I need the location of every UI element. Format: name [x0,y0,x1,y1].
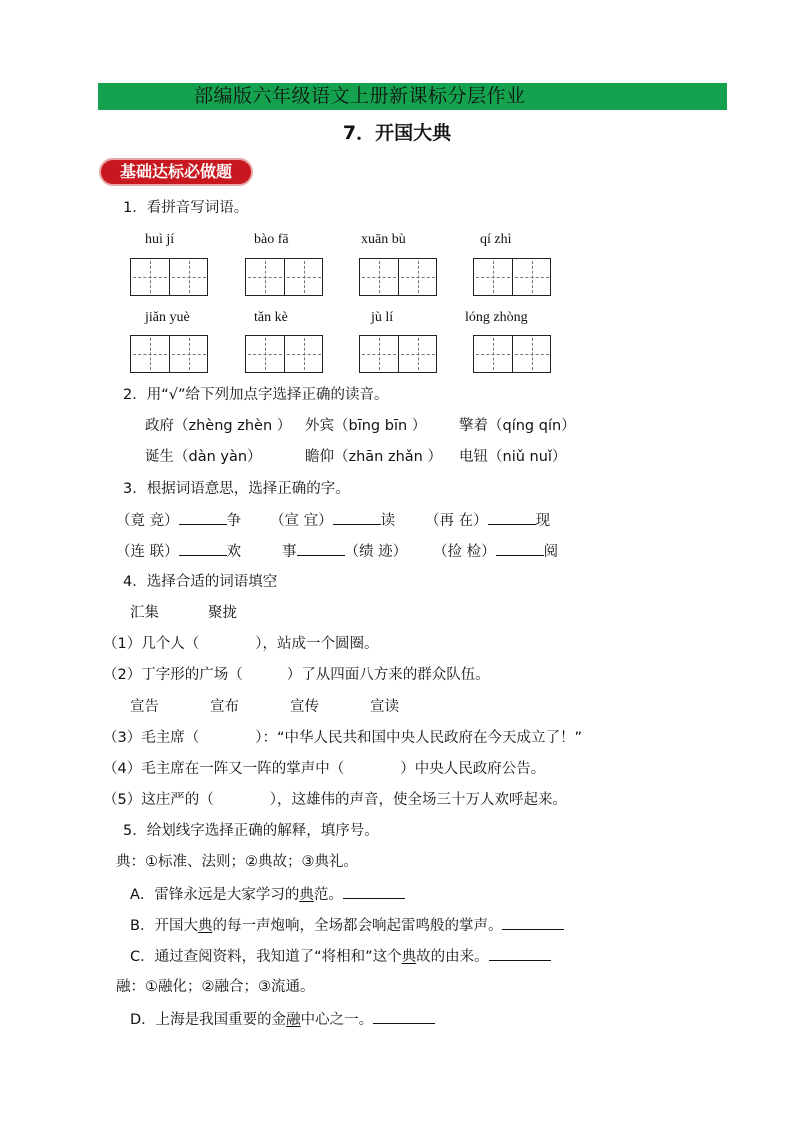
word-option: 宣传 [290,699,319,715]
pinyin: tǎn kè [254,310,288,325]
sentence-part: A．雷锋永远是大家学习的 [130,887,300,903]
word-option: 汇集 [130,605,159,621]
char-options: （再 在） [425,513,488,529]
pinyin: jiǎn yuè [145,310,190,325]
pinyin: qí zhì [480,232,512,247]
underlined-char: 融 [286,1012,301,1028]
option-b [130,915,564,936]
sentence-part: （1）几个人（ [103,636,200,652]
char-choice-row [282,541,407,562]
sentence-part: 中心之一。 [300,1012,374,1028]
sentence-part: ）：“中华人民共和国中央人民政府在今天成立了！” [255,730,583,746]
answer-blank[interactable] [502,915,564,930]
char-suffix: 现 [535,513,551,529]
sentence-part: 的每一声炮响，全场都会响起雷鸣般的掌声。 [212,918,503,934]
sentence-part: ），这雄伟的声音，使全场三十万人欢呼起来。 [269,792,567,808]
fill-sentence [103,728,582,748]
reading-choice: 诞生（dàn yàn） [145,449,262,465]
pinyin: jù lí [371,310,394,325]
underlined-char: 典 [197,918,213,934]
pinyin: lóng zhòng [465,310,528,325]
underlined-char: 典 [401,949,417,965]
q3-stem: 3．根据词语意思，选择正确的字。 [123,481,350,497]
badge-label: 基础达标必做题 [119,162,232,181]
answer-blank[interactable] [373,1009,435,1024]
answer-blank[interactable] [496,541,544,556]
char-choice-row [433,541,558,562]
char-options: （捡 检） [433,544,496,560]
char-choice-row [116,541,241,562]
answer-blank[interactable] [179,541,227,556]
reading-choice: 外宾（bīng bīn ） [305,418,427,434]
char-prefix: 事 [282,544,297,560]
fill-sentence [103,634,378,654]
answer-blank[interactable] [297,541,345,556]
writing-grid[interactable] [473,258,551,296]
option-c [130,946,551,967]
option-a [130,884,405,905]
sentence-part: C．通过查阅资料，我知道了“将相和”这个 [130,949,402,965]
banner-text: 部编版六年级语文上册新课标分层作业 [194,85,526,107]
option-d [130,1009,435,1030]
fill-sentence [103,665,490,685]
char-suffix: 欢 [226,544,242,560]
char-suffix: 争 [226,513,242,529]
pinyin: xuān bù [361,232,406,247]
writing-grid[interactable] [130,335,208,373]
sentence-part: 范。 [313,887,343,903]
word-option: 聚拢 [208,605,237,621]
sentence-part: ）中央人民政府公告。 [400,761,546,777]
sentence-part: ），站成一个圆圈。 [255,636,379,652]
char-options: （绩 迹） [344,544,408,560]
writing-grid[interactable] [245,258,323,296]
char-options: （宣 宜） [270,513,333,529]
answer-blank[interactable] [179,510,227,525]
word-option: 宣布 [210,699,239,715]
sentence-part: B．开国大 [130,918,198,934]
answer-blank[interactable] [489,946,551,961]
fill-sentence [103,759,545,779]
writing-grid[interactable] [473,335,551,373]
reading-choice: 电钮（niǔ nuǐ） [459,449,567,465]
answer-blank[interactable] [343,884,405,899]
reading-choice: 政府（zhèng zhèn ） [145,418,292,434]
sentence-part: 故的由来。 [416,949,489,965]
char-options: （连 联） [116,544,179,560]
char-options: （竟 竞） [116,513,179,529]
underlined-char: 典 [299,887,314,903]
section-badge [99,158,253,186]
q5-stem: 5．给划线字选择正确的解释，填序号。 [123,823,379,839]
char-suffix: 阅 [543,544,559,560]
char-suffix: 读 [380,513,396,529]
pinyin: bào fā [254,232,289,247]
writing-grid[interactable] [245,335,323,373]
lesson-title: 7．开国大典 [342,122,452,144]
sentence-part: （5）这庄严的（ [103,792,214,808]
fill-sentence [103,790,567,810]
header-banner [98,83,727,110]
q1-stem: 1．看拼音写词语。 [123,200,249,216]
word-option: 宣告 [130,699,159,715]
sentence-part: （4）毛主席在一阵又一阵的掌声中（ [103,761,345,777]
answer-blank[interactable] [333,510,381,525]
writing-grid[interactable] [359,335,437,373]
definition-list: 典：①标准、法则；②典故；③典礼。 [116,854,358,870]
sentence-part: （2）丁字形的广场（ [103,667,243,683]
sentence-part: D．上海是我国重要的金 [130,1012,287,1028]
char-choice-row [116,510,241,531]
definition-list: 融：①融化；②融合；③流通。 [116,979,315,995]
writing-grid[interactable] [130,258,208,296]
answer-blank[interactable] [488,510,536,525]
sentence-part: （3）毛主席（ [103,730,200,746]
q4-stem: 4．选择合适的词语填空 [123,574,278,590]
char-choice-row [425,510,550,531]
writing-grid[interactable] [359,258,437,296]
char-choice-row [270,510,395,531]
pinyin: huì jí [145,232,175,247]
word-option: 宣读 [370,699,399,715]
q2-stem: 2．用“√”给下列加点字选择正确的读音。 [123,387,389,403]
reading-choice: 擎着（qíng qín） [459,418,576,434]
reading-choice: 瞻仰（zhān zhǎn ） [305,449,442,465]
sentence-part: ）了从四面八方来的群众队伍。 [286,667,490,683]
